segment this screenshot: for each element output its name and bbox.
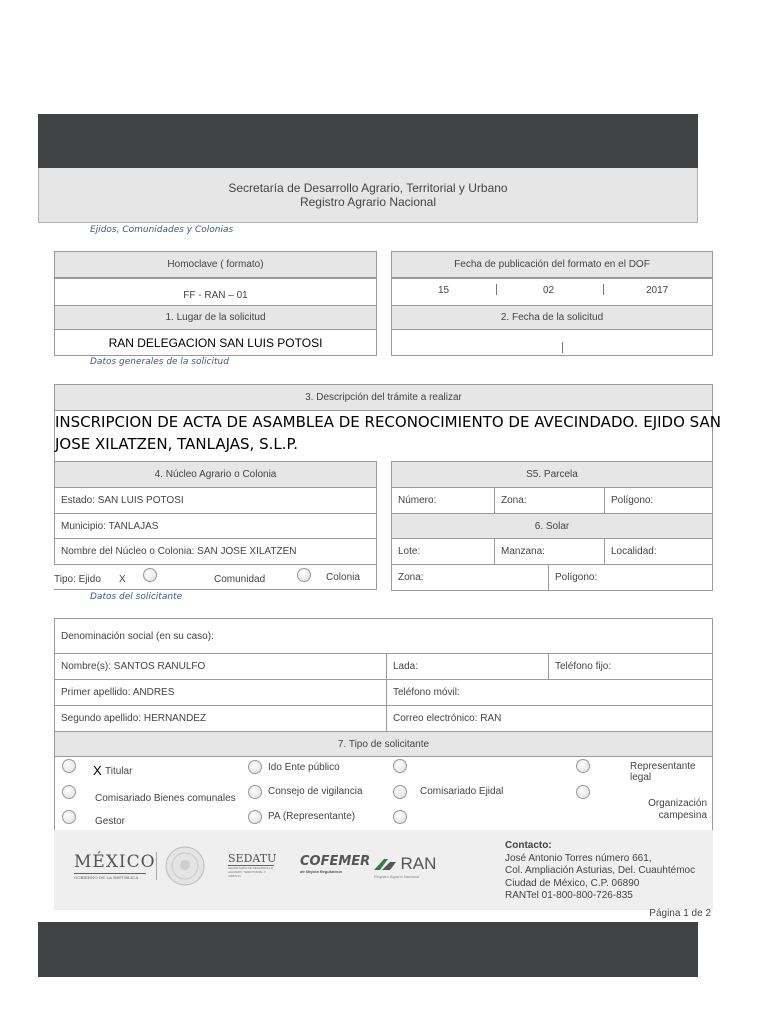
titular-radio[interactable] xyxy=(62,759,76,773)
page-number: Página 1 de 2 xyxy=(649,908,711,919)
bottom-bar xyxy=(38,922,698,977)
ran-leaf-icon xyxy=(374,857,396,871)
solar-poligono[interactable]: Polígono: xyxy=(548,564,713,591)
titular-mark: X xyxy=(93,763,102,778)
nucleo-tipo-row xyxy=(54,564,377,590)
organizacion-label: Organización campesina xyxy=(648,798,707,821)
tramite-description[interactable] xyxy=(54,410,721,462)
ido-ente-radio[interactable] xyxy=(248,760,262,774)
comisariado-bienes-label: Comisariado Bienes comunales xyxy=(95,793,236,804)
dof-day: 15 xyxy=(438,285,450,296)
dof-date xyxy=(391,278,713,306)
cofemer-wordmark: COFEMER xyxy=(300,854,371,869)
representante-radio[interactable] xyxy=(576,759,590,773)
pa-radio[interactable] xyxy=(248,810,262,824)
solar-zona[interactable]: Zona: xyxy=(391,564,549,591)
correo-field[interactable]: Correo electrónico: RAN xyxy=(386,705,713,732)
pa-label: PA (Representante) xyxy=(268,811,356,822)
tipo-solicitante-options xyxy=(54,756,713,830)
mexico-wordmark: MÉXICO xyxy=(74,852,156,872)
sedatu-wordmark: SEDATU xyxy=(228,852,277,865)
cofemer-logo xyxy=(300,854,370,874)
sedatu-subtext: SECRETARÍA DE DESARROLLO AGRARIO, TERRITORIAL Y URBANO xyxy=(228,866,274,878)
parcela-numero[interactable]: Número: xyxy=(391,487,495,514)
contact-colonia: Col. Ampliación Asturias, Del. Cuauhtémoc xyxy=(505,865,696,876)
mexico-logo xyxy=(74,852,156,880)
dof-year: 2017 xyxy=(646,285,669,296)
lugar-label: 1. Lugar de la solicitud xyxy=(54,305,377,330)
fecha-separator xyxy=(562,342,563,353)
contact-heading: Contacto: xyxy=(505,840,552,851)
telefono-fijo-field[interactable]: Teléfono fijo: xyxy=(548,653,713,680)
parcela-zona[interactable]: Zona: xyxy=(494,487,605,514)
representante-label: Representante legal xyxy=(630,761,696,783)
solar-label: 6. Solar xyxy=(391,513,713,539)
comisariado-ejidal-radio[interactable] xyxy=(393,785,407,799)
divider-line xyxy=(156,852,157,880)
tipo-solicitante-label: 7. Tipo de solicitante xyxy=(54,731,713,757)
header-subtitle: Ejidos, Comunidades y Colonias xyxy=(90,225,234,235)
header-box xyxy=(38,168,698,223)
agency-title: Secretaría de Desarrollo Agrario, Territorial y Urbano xyxy=(228,181,508,195)
gestor-label: Gestor xyxy=(95,816,126,827)
datos-solicitante-heading: Datos del solicitante xyxy=(90,592,183,602)
solar-localidad[interactable]: Localidad: xyxy=(604,538,713,565)
gobierno-text: GOBIERNO DE LA REPÚBLICA xyxy=(74,875,139,880)
tramite-label: 3. Descripción del trámite a realizar xyxy=(54,384,713,411)
top-bar xyxy=(38,114,698,168)
solar-lote[interactable]: Lote: xyxy=(391,538,495,565)
fecha-label: 2. Fecha de la solicitud xyxy=(391,305,713,330)
comisariado-bienes-radio[interactable] xyxy=(62,785,76,799)
ran-subtext: Registro Agrario Nacional xyxy=(374,874,420,879)
nucleo-estado[interactable]: Estado: SAN LUIS POTOSI xyxy=(54,487,377,514)
cofemer-subtext: de Mejora Regulatoria xyxy=(300,869,342,874)
lugar-value[interactable]: RAN DELEGACION SAN LUIS POTOSI xyxy=(54,329,377,356)
solar-manzana[interactable]: Manzana: xyxy=(494,538,605,565)
dof-separator xyxy=(603,284,604,295)
dof-month: 02 xyxy=(543,285,555,296)
dof-label: Fecha de publicación del formato en el DOF xyxy=(391,251,713,278)
nucleo-nombre[interactable]: Nombre del Núcleo o Colonia: SAN JOSE XILATZEN xyxy=(54,538,377,565)
sedatu-logo xyxy=(228,852,278,878)
homoclave-value: FF - RAN – 01 xyxy=(54,278,377,306)
segundo-apellido-field[interactable]: Segundo apellido: HERNANDEZ xyxy=(54,705,387,732)
tipo-label: Tipo: Ejido xyxy=(54,574,101,585)
parcela-label: S5. Parcela xyxy=(391,461,713,488)
contact-address: José Antonio Torres número 661, xyxy=(505,852,652,864)
titular-label: Titular xyxy=(105,766,133,777)
tramite-line-1: INSCRIPCION DE ACTA DE ASAMBLEA DE RECONOCIMIENTO DE AVECINDADO. EJIDO SAN xyxy=(55,413,721,431)
comisariado-ejidal-label: Comisariado Ejidal xyxy=(420,786,504,797)
contact-block xyxy=(505,840,695,903)
blank-radio-2[interactable] xyxy=(393,810,407,824)
tipo-ejido-mark: X xyxy=(119,574,126,585)
telefono-movil-field[interactable]: Teléfono móvil: xyxy=(386,679,713,706)
nombre-field[interactable]: Nombre(s): SANTOS RANULFO xyxy=(54,653,387,680)
gestor-radio[interactable] xyxy=(62,810,76,824)
dof-separator xyxy=(496,284,497,295)
colonia-label: Colonia xyxy=(326,572,360,583)
consejo-label: Consejo de vigilancia xyxy=(268,786,363,797)
fecha-value[interactable] xyxy=(391,329,713,356)
tramite-line-2: JOSE XILATZEN, TANLAJAS, S.L.P. xyxy=(55,435,298,453)
registry-title: Registro Agrario Nacional xyxy=(299,195,437,209)
ran-wordmark: RAN xyxy=(400,854,437,873)
seal-icon xyxy=(164,845,206,887)
comunidad-label: Comunidad xyxy=(214,574,266,585)
ran-logo xyxy=(374,854,436,879)
denominacion-field[interactable]: Denominación social (en su caso): xyxy=(54,618,713,654)
blank-radio-1[interactable] xyxy=(393,759,407,773)
contact-city: Ciudad de México, C.P. 06890 xyxy=(505,877,640,889)
footer-band xyxy=(54,830,713,910)
parcela-poligono[interactable]: Polígono: xyxy=(604,487,713,514)
consejo-radio[interactable] xyxy=(248,785,262,799)
nucleo-label: 4. Núcleo Agrario o Colonia xyxy=(54,461,377,488)
contact-phone: RANTel 01-800-800-726-835 xyxy=(505,890,633,901)
lada-field[interactable]: Lada: xyxy=(386,653,549,680)
ido-ente-label: Ido Ente público xyxy=(268,762,340,773)
datos-generales-heading: Datos generales de la solicitud xyxy=(90,357,229,367)
comunidad-radio[interactable] xyxy=(297,568,311,582)
homoclave-label: Homoclave ( formato) xyxy=(54,251,377,278)
organizacion-radio[interactable] xyxy=(576,785,590,799)
ejido-radio[interactable] xyxy=(143,568,157,582)
mexico-line xyxy=(74,873,146,874)
primer-apellido-field[interactable]: Primer apellido: ANDRES xyxy=(54,679,387,706)
nucleo-municipio[interactable]: Municipio: TANLAJAS xyxy=(54,513,377,539)
